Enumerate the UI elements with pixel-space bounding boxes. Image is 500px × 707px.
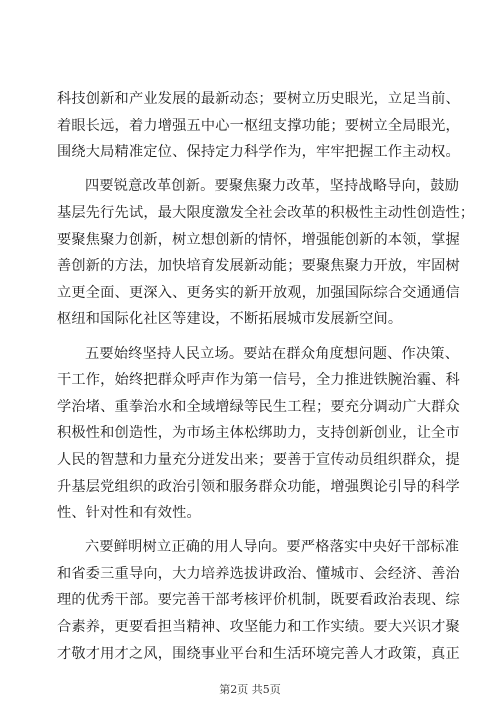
text-line: 合素养，更要看担当精神、攻坚能力和工作实绩。要大兴识才聚 [57, 619, 460, 636]
text-line: 学治堵、重拳治水和全域增绿等民生工程；要充分调动广大群众 [57, 398, 460, 415]
text-line: 立更全面、更深入、更务实的新开放观，加强国际综合交通通信 [57, 284, 460, 301]
paragraph-2 [57, 173, 475, 333]
text-line: 性、针对性和有效性。 [57, 505, 201, 522]
text-line: 和省委三重导向，大力培养选拔讲政治、懂城市、会经济、善治 [57, 565, 460, 582]
document-body [57, 86, 475, 667]
text-line: 积极性和创造性，为市场主体松绑助力，支持创新创业，让全市 [57, 425, 460, 442]
paragraph-gap [57, 527, 449, 535]
text-line: 升基层党组织的政治引领和服务群众功能，增强舆论引导的科学 [57, 478, 460, 495]
text-line: 干工作，始终把群众呼声作为第一信号，全力推进铁腕治霾、科 [57, 372, 460, 389]
text-line: 围绕大局精准定位、保持定力科学作为，牢牢把握工作主动权。 [57, 144, 460, 161]
text-line: 人民的智慧和力量充分迸发出来；要善于宣传动员组织群众，提 [57, 451, 460, 468]
text-line: 五要始终坚持人民立场。要站在群众角度想问题、作决策、 [85, 345, 460, 362]
paragraph-4 [57, 534, 460, 667]
text-line: 善创新的方法，加快培育发展新动能；要聚焦聚力开放，牢固树 [57, 258, 460, 275]
text-line: 基层先行先试，最大限度激发全社会改革的积极性主动性创造性； [57, 204, 475, 221]
text-line: 理的优秀干部。要完善干部考核评价机制，既要看政治表现、综 [57, 592, 460, 609]
paragraph-gap [57, 333, 449, 341]
text-line: 才敬才用才之风，围绕事业平台和生活环境完善人才政策，真正 [57, 645, 460, 662]
paragraph-3 [57, 341, 460, 527]
text-line: 着眼长远，着力增强五中心一枢纽支撑功能；要树立全局眼光， [57, 117, 460, 134]
paragraph-1 [57, 86, 460, 166]
text-line: 要聚焦聚力创新，树立想创新的情怀，增强能创新的本领，掌握 [57, 231, 460, 248]
text-line: 科技创新和产业发展的最新动态；要树立历史眼光，立足当前、 [57, 91, 460, 107]
text-line: 四要锐意改革创新。要聚焦聚力改革，坚持战略导向，鼓励 [85, 178, 460, 195]
text-line: 六要鲜明树立正确的用人导向。要严格落实中央好干部标准 [85, 539, 460, 556]
paragraph-gap [57, 166, 449, 174]
text-line: 枢纽和国际化社区等建设，不断拓展城市发展新空间。 [57, 311, 403, 328]
page-number-footer: 第2页 共5页 [219, 683, 281, 696]
